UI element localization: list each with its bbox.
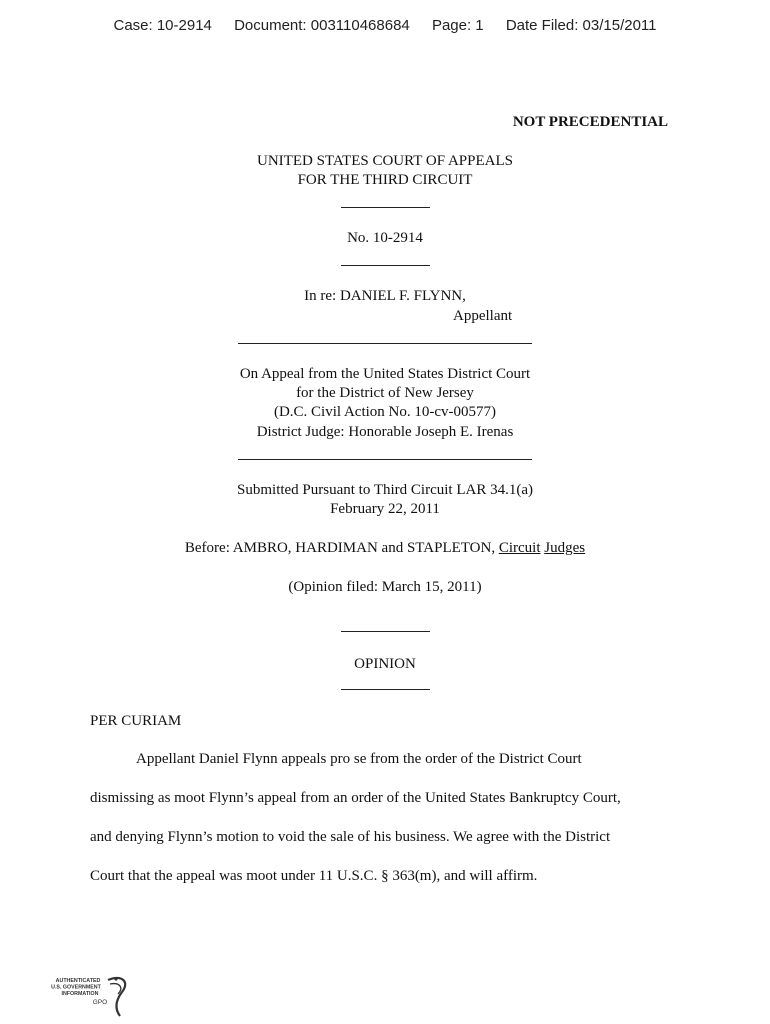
seal-line-4: GPO <box>92 999 108 1006</box>
case-caption-role: Appellant <box>453 308 513 324</box>
appeal-line-3: (D.C. Civil Action No. 10-cv-00577) <box>273 404 497 420</box>
seal-line-3: INFORMATION <box>61 991 99 997</box>
case-caption-party: In re: DANIEL F. FLYNN, <box>304 288 466 304</box>
court-name: UNITED STATES COURT OF APPEALS <box>257 153 513 169</box>
panel-judges <box>0 539 770 558</box>
body-line: and denying Flynn’s motion to void the sale of his business. We agree with the District <box>90 829 611 845</box>
divider <box>341 265 430 266</box>
document-number: Document: 003110468684 <box>234 17 410 34</box>
gpo-authentication-seal <box>44 972 134 1018</box>
date-filed: Date Filed: 03/15/2011 <box>505 17 657 34</box>
precedential-status: NOT PRECEDENTIAL <box>512 114 668 130</box>
opinion-filed-date: (Opinion filed: March 15, 2011) <box>288 579 482 595</box>
appeal-line-1: On Appeal from the United States District Court <box>239 366 531 382</box>
panel-judges-word: Judges <box>544 540 586 556</box>
seal-line-1: AUTHENTICATED <box>55 978 101 984</box>
opinion-heading: OPINION <box>354 656 416 672</box>
divider <box>341 207 430 208</box>
divider <box>238 343 532 344</box>
body-line: Court that the appeal was moot under 11 U.S.C. § 363(m), and will affirm. <box>90 868 538 884</box>
panel-prefix: Before: AMBRO, HARDIMAN and STAPLETON, <box>184 540 499 556</box>
appeal-line-2: for the District of New Jersey <box>296 385 474 401</box>
appeal-line-4: District Judge: Honorable Joseph E. Irenas <box>256 424 514 440</box>
divider <box>341 631 430 632</box>
submitted-date: February 22, 2011 <box>330 501 440 517</box>
circuit-name: FOR THE THIRD CIRCUIT <box>297 172 473 188</box>
case-number: Case: 10-2914 <box>113 17 212 34</box>
divider <box>238 459 532 460</box>
submitted-line-1: Submitted Pursuant to Third Circuit LAR 34.1(a) <box>237 482 533 498</box>
panel-circuit: Circuit <box>498 540 541 556</box>
docket-number: No. 10-2914 <box>347 230 423 246</box>
body-line: Appellant Daniel Flynn appeals pro se from the order of the District Court <box>136 751 582 767</box>
page-number: Page: 1 <box>431 17 484 34</box>
divider <box>341 689 430 690</box>
body-line: dismissing as moot Flynn’s appeal from an order of the United States Bankruptcy Court, <box>90 790 621 806</box>
filing-header <box>0 17 770 34</box>
per-curiam: PER CURIAM <box>90 713 182 729</box>
seal-line-2: U.S. GOVERNMENT <box>51 984 101 991</box>
